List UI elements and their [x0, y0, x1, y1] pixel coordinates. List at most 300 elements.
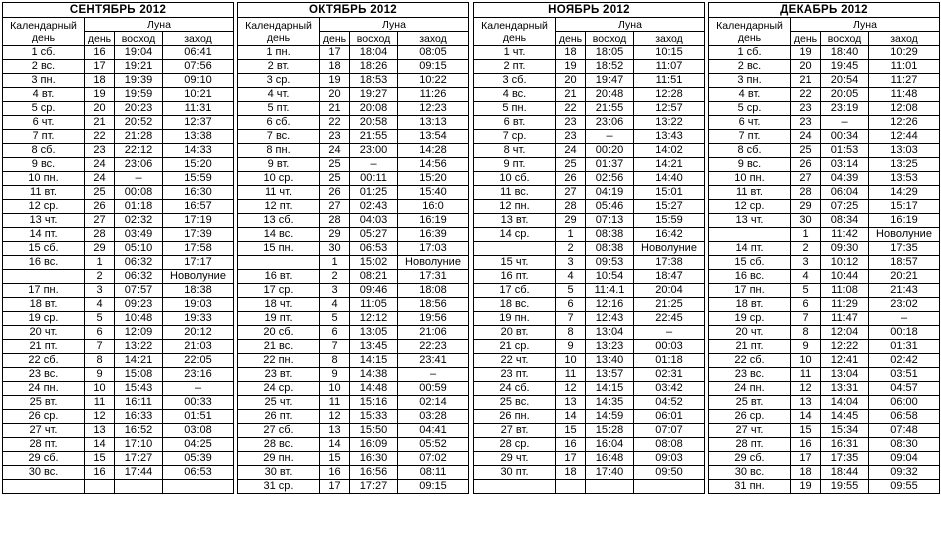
moonrise-cell: 11:29	[821, 298, 869, 312]
calendar-day-cell: 2 пт.	[474, 60, 556, 74]
calendar-day-cell: 5 пн.	[474, 102, 556, 116]
table-row	[709, 102, 940, 116]
table-row	[709, 256, 940, 270]
moon-day-cell: 16	[556, 438, 586, 452]
moonset-cell: 13:13	[398, 116, 469, 130]
moonset-cell: 16:39	[398, 228, 469, 242]
table-row	[474, 74, 705, 88]
moon-day-cell: 15	[85, 452, 115, 466]
moonrise-cell: 06:04	[821, 186, 869, 200]
table-row	[3, 452, 234, 466]
moonset-cell: 09:15	[398, 480, 469, 494]
calendar-day-cell: 10 ср.	[238, 172, 320, 186]
moonrise-cell: 17:35	[821, 452, 869, 466]
moonrise-cell: 04:03	[350, 214, 398, 228]
calendar-day-cell	[238, 256, 320, 270]
table-row	[709, 312, 940, 326]
calendar-day-header: Календарный день	[3, 18, 85, 46]
calendar-day-cell: 18 вт.	[3, 298, 85, 312]
moon-day-cell: 28	[791, 186, 821, 200]
moon-table	[708, 2, 940, 494]
calendar-day-cell: 29 сб.	[3, 452, 85, 466]
table-row	[474, 144, 705, 158]
moonrise-cell: 18:44	[821, 466, 869, 480]
table-row	[238, 144, 469, 158]
moon-day-cell: 28	[320, 214, 350, 228]
calendar-day-cell: 7 ср.	[474, 130, 556, 144]
moonset-cell: 13:03	[869, 144, 940, 158]
moonrise-cell: 16:30	[350, 452, 398, 466]
table-row	[3, 46, 234, 60]
calendar-day-cell: 6 чт.	[3, 116, 85, 130]
table-row	[3, 326, 234, 340]
table-row	[709, 452, 940, 466]
table-row	[238, 312, 469, 326]
table-row	[709, 60, 940, 74]
moonrise-cell: 16:11	[115, 396, 163, 410]
moonset-cell: –	[163, 382, 234, 396]
calendar-day-cell: 24 ср.	[238, 382, 320, 396]
moonrise-cell: 13:40	[586, 354, 634, 368]
moon-day-cell: 27	[791, 172, 821, 186]
table-row	[474, 396, 705, 410]
calendar-day-cell: 18 вт.	[709, 298, 791, 312]
calendar-day-cell: 8 сб.	[709, 144, 791, 158]
table-row	[709, 340, 940, 354]
moon-day-cell: 16	[85, 46, 115, 60]
calendar-day-cell: 12 ср.	[709, 200, 791, 214]
moon-day-cell: 26	[556, 172, 586, 186]
moonset-cell: 03:28	[398, 410, 469, 424]
table-row	[474, 410, 705, 424]
moon-day-cell: 29	[791, 200, 821, 214]
calendar-day-cell: 27 сб.	[238, 424, 320, 438]
moonrise-cell: 07:57	[115, 284, 163, 298]
moon-day-cell: 26	[320, 186, 350, 200]
table-row	[3, 284, 234, 298]
calendar-day-cell: 25 чт.	[238, 396, 320, 410]
moon-day-cell: 24	[85, 158, 115, 172]
table-row	[709, 396, 940, 410]
table-row	[238, 466, 469, 480]
moonset-cell: 07:02	[398, 452, 469, 466]
moonrise-cell: 01:18	[115, 200, 163, 214]
moon-day-cell: 25	[320, 172, 350, 186]
moonset-cell: 18:57	[869, 256, 940, 270]
moonset-cell: 17:03	[398, 242, 469, 256]
moonset-cell: 16:57	[163, 200, 234, 214]
moonrise-cell: 23:06	[586, 116, 634, 130]
calendar-day-cell: 5 ср.	[3, 102, 85, 116]
moonrise-cell: 14:45	[821, 410, 869, 424]
calendar-day-cell: 5 ср.	[709, 102, 791, 116]
moonrise-cell: 19:27	[350, 88, 398, 102]
moon-day-cell: 20	[85, 102, 115, 116]
moon-day-header: день	[320, 32, 350, 46]
moonset-cell: 09:15	[398, 60, 469, 74]
moonrise-cell: 14:48	[350, 382, 398, 396]
table-row	[238, 228, 469, 242]
moon-header: Луна	[556, 18, 705, 32]
calendar-day-cell: 17 ср.	[238, 284, 320, 298]
table-row	[3, 382, 234, 396]
moonset-cell: 10:15	[634, 46, 705, 60]
moonrise-cell: 20:05	[821, 88, 869, 102]
moon-day-cell: 23	[556, 130, 586, 144]
moonset-cell: 17:31	[398, 270, 469, 284]
moon-day-cell: 11	[320, 396, 350, 410]
table-row	[474, 172, 705, 186]
calendar-day-cell: 28 ср.	[474, 438, 556, 452]
moon-day-cell: 27	[320, 200, 350, 214]
calendar-day-cell	[3, 480, 85, 494]
table-row	[238, 74, 469, 88]
calendar-day-cell: 30 пт.	[474, 466, 556, 480]
moonset-cell: 18:08	[398, 284, 469, 298]
calendar-day-cell: 15 пн.	[238, 242, 320, 256]
moon-day-cell: 17	[556, 452, 586, 466]
moon-day-cell: 7	[791, 312, 821, 326]
calendar-day-cell: 21 ср.	[474, 340, 556, 354]
moonset-cell: 14:28	[398, 144, 469, 158]
calendar-day-cell: 24 пн.	[709, 382, 791, 396]
moonset-cell: 00:03	[634, 340, 705, 354]
moonset-cell: 00:59	[398, 382, 469, 396]
calendar-day-cell: 29 сб.	[709, 452, 791, 466]
moonset-cell: 08:11	[398, 466, 469, 480]
moonset-cell: Новолуние	[398, 256, 469, 270]
moonset-cell: 01:31	[869, 340, 940, 354]
moon-day-cell: 19	[791, 480, 821, 494]
table-row	[238, 270, 469, 284]
calendar-day-cell: 15 чт.	[474, 256, 556, 270]
moonset-cell: 10:29	[869, 46, 940, 60]
moonset-cell: 16:19	[869, 214, 940, 228]
calendar-day-cell: 14 ср.	[474, 228, 556, 242]
moonrise-cell: 11:47	[821, 312, 869, 326]
table-row	[238, 60, 469, 74]
moonset-cell: 15:40	[398, 186, 469, 200]
table-row	[709, 284, 940, 298]
moonset-cell: 11:27	[869, 74, 940, 88]
table-row	[3, 340, 234, 354]
moonrise-cell: 06:53	[350, 242, 398, 256]
calendar-day-cell: 13 сб.	[238, 214, 320, 228]
moonrise-cell: 12:16	[586, 298, 634, 312]
table-row	[474, 368, 705, 382]
moonset-cell: 17:38	[634, 256, 705, 270]
table-row	[474, 102, 705, 116]
table-row	[709, 144, 940, 158]
calendar-day-cell: 18 вс.	[474, 298, 556, 312]
calendar-day-cell: 9 вт.	[238, 158, 320, 172]
moon-day-header: день	[556, 32, 586, 46]
moonrise-cell: 19:45	[821, 60, 869, 74]
table-row	[709, 158, 940, 172]
moonrise-cell: 08:34	[821, 214, 869, 228]
moonset-cell: 12:37	[163, 116, 234, 130]
table-row	[474, 214, 705, 228]
calendar-day-cell: 20 вт.	[474, 326, 556, 340]
calendar-day-cell: 10 пн.	[3, 172, 85, 186]
moon-day-cell: 19	[791, 46, 821, 60]
moonset-cell: 13:54	[398, 130, 469, 144]
moon-day-cell: 3	[556, 256, 586, 270]
moonrise-cell: 08:38	[586, 228, 634, 242]
table-row	[474, 200, 705, 214]
moon-day-cell: 25	[556, 158, 586, 172]
month-table-3	[708, 2, 940, 494]
moonrise-cell: 00:20	[586, 144, 634, 158]
table-row	[3, 144, 234, 158]
moonset-cell: 12:08	[869, 102, 940, 116]
table-row	[238, 396, 469, 410]
moonrise-header: восход	[350, 32, 398, 46]
moonset-cell: 07:07	[634, 424, 705, 438]
calendar-day-cell: 23 вс.	[709, 368, 791, 382]
moonrise-cell: 04:39	[821, 172, 869, 186]
moon-day-cell: 9	[556, 340, 586, 354]
moonrise-cell: 01:25	[350, 186, 398, 200]
moonrise-cell: 16:52	[115, 424, 163, 438]
moonrise-cell: 17:40	[586, 466, 634, 480]
moonset-cell: Новолуние	[869, 228, 940, 242]
moonset-cell: 23:41	[398, 354, 469, 368]
moonset-cell: 22:23	[398, 340, 469, 354]
calendar-day-cell: 19 ср.	[3, 312, 85, 326]
moonset-cell: 02:31	[634, 368, 705, 382]
calendar-day-cell: 13 вт.	[474, 214, 556, 228]
table-row	[3, 214, 234, 228]
calendar-day-cell: 16 вс.	[709, 270, 791, 284]
moon-day-cell: 12	[320, 410, 350, 424]
moon-table	[237, 2, 469, 494]
calendar-day-cell: 2 вс.	[709, 60, 791, 74]
table-row	[238, 214, 469, 228]
moon-day-cell: 2	[791, 242, 821, 256]
calendar-day-cell: 30 вс.	[709, 466, 791, 480]
moon-day-cell: 18	[791, 466, 821, 480]
table-row	[474, 424, 705, 438]
calendar-day-cell: 29 пн.	[238, 452, 320, 466]
table-row	[3, 186, 234, 200]
calendar-day-cell: 3 сб.	[474, 74, 556, 88]
moonset-cell	[634, 480, 705, 494]
moonrise-cell: –	[821, 116, 869, 130]
moonset-cell: 13:53	[869, 172, 940, 186]
moonrise-cell: 01:53	[821, 144, 869, 158]
moon-day-cell: 23	[320, 130, 350, 144]
moonset-cell: 06:58	[869, 410, 940, 424]
table-row	[709, 368, 940, 382]
table-row	[3, 172, 234, 186]
moonrise-cell: 14:59	[586, 410, 634, 424]
moonrise-cell: 23:00	[350, 144, 398, 158]
calendar-day-cell: 26 пт.	[238, 410, 320, 424]
table-row	[3, 270, 234, 284]
table-row	[3, 60, 234, 74]
moon-day-cell: 15	[791, 424, 821, 438]
moonrise-cell: 00:34	[821, 130, 869, 144]
moon-day-cell: 6	[320, 326, 350, 340]
moon-day-cell	[85, 480, 115, 494]
table-row	[709, 46, 940, 60]
calendar-day-cell: 12 пт.	[238, 200, 320, 214]
moon-day-cell: 15	[320, 452, 350, 466]
table-row	[238, 200, 469, 214]
calendar-day-cell	[709, 228, 791, 242]
moonset-header: заход	[398, 32, 469, 46]
calendar-day-cell: 23 вт.	[238, 368, 320, 382]
calendar-day-cell: 18 чт.	[238, 298, 320, 312]
calendar-day-cell: 9 вс.	[709, 158, 791, 172]
moon-day-cell: 20	[320, 88, 350, 102]
calendar-day-cell: 1 чт.	[474, 46, 556, 60]
table-row	[3, 88, 234, 102]
moonrise-cell: 12:12	[350, 312, 398, 326]
moonset-cell: 15:59	[163, 172, 234, 186]
table-row	[474, 270, 705, 284]
calendar-day-cell: 8 чт.	[474, 144, 556, 158]
calendar-day-cell: 25 вт.	[709, 396, 791, 410]
table-row	[474, 158, 705, 172]
moonset-cell: 20:12	[163, 326, 234, 340]
moon-day-cell: 22	[556, 102, 586, 116]
moonrise-cell: 21:55	[586, 102, 634, 116]
calendar-day-header: Календарный день	[238, 18, 320, 46]
calendar-day-cell: 3 пн.	[3, 74, 85, 88]
table-row	[238, 88, 469, 102]
moonrise-cell: 20:08	[350, 102, 398, 116]
moon-day-cell: 20	[556, 74, 586, 88]
table-row	[238, 410, 469, 424]
moonset-cell: 14:33	[163, 144, 234, 158]
moon-day-cell: 5	[85, 312, 115, 326]
moonset-cell: 10:22	[398, 74, 469, 88]
moon-day-cell: 16	[791, 438, 821, 452]
moonrise-cell: 10:48	[115, 312, 163, 326]
calendar-day-cell: 26 ср.	[3, 410, 85, 424]
calendar-day-cell: 31 ср.	[238, 480, 320, 494]
moon-day-cell: 21	[556, 88, 586, 102]
moon-day-cell: 14	[556, 410, 586, 424]
moon-day-header: день	[791, 32, 821, 46]
calendar-day-cell: 8 пн.	[238, 144, 320, 158]
moonrise-cell: 11:42	[821, 228, 869, 242]
calendar-day-cell: 20 сб.	[238, 326, 320, 340]
moonset-cell: 21:25	[634, 298, 705, 312]
moonrise-cell: 15:08	[115, 368, 163, 382]
moonset-cell: 14:21	[634, 158, 705, 172]
table-row	[238, 46, 469, 60]
calendar-day-cell: 16 вс.	[3, 256, 85, 270]
moon-table	[2, 2, 234, 494]
calendar-day-cell: 17 пн.	[3, 284, 85, 298]
table-row	[474, 256, 705, 270]
moonrise-cell: 23:19	[821, 102, 869, 116]
table-row	[474, 452, 705, 466]
calendar-day-cell: 28 пт.	[709, 438, 791, 452]
moonset-header: заход	[634, 32, 705, 46]
moonset-cell: 09:55	[869, 480, 940, 494]
moonset-cell: 13:43	[634, 130, 705, 144]
moonrise-cell: 12:41	[821, 354, 869, 368]
moonset-cell: 14:40	[634, 172, 705, 186]
calendar-day-cell: 7 пт.	[3, 130, 85, 144]
calendar-day-cell: 5 пт.	[238, 102, 320, 116]
moonset-cell: 20:21	[869, 270, 940, 284]
moon-day-cell: 11	[791, 368, 821, 382]
moonset-cell: –	[398, 368, 469, 382]
moonrise-cell: 06:32	[115, 270, 163, 284]
moonset-cell: 21:03	[163, 340, 234, 354]
table-row	[238, 340, 469, 354]
table-row	[474, 46, 705, 60]
calendar-day-cell: 19 пн.	[474, 312, 556, 326]
calendar-day-cell: 17 пн.	[709, 284, 791, 298]
table-row	[3, 200, 234, 214]
calendar-day-cell: 8 сб.	[3, 144, 85, 158]
moon-day-cell: 17	[320, 480, 350, 494]
table-row	[474, 312, 705, 326]
moonrise-cell: 14:21	[115, 354, 163, 368]
table-row	[3, 298, 234, 312]
moon-day-cell: 7	[556, 312, 586, 326]
moon-day-cell: 24	[320, 144, 350, 158]
moonrise-cell: 05:10	[115, 242, 163, 256]
moon-day-cell: 14	[320, 438, 350, 452]
table-row	[3, 130, 234, 144]
moon-day-cell: 1	[85, 256, 115, 270]
moon-day-cell: 13	[320, 424, 350, 438]
moonset-cell: 08:08	[634, 438, 705, 452]
calendar-day-cell: 22 чт.	[474, 354, 556, 368]
moon-day-cell: 13	[85, 424, 115, 438]
moonrise-cell: 09:30	[821, 242, 869, 256]
moonset-cell: 11:48	[869, 88, 940, 102]
table-row	[709, 130, 940, 144]
moonset-cell: 19:33	[163, 312, 234, 326]
moon-day-cell: 25	[791, 144, 821, 158]
calendar-day-cell: 17 сб.	[474, 284, 556, 298]
moonset-cell: Новолуние	[163, 270, 234, 284]
calendar-day-cell: 28 вс.	[238, 438, 320, 452]
calendar-day-cell: 10 пн.	[709, 172, 791, 186]
calendar-day-cell: 20 чт.	[3, 326, 85, 340]
calendar-day-cell: 25 вт.	[3, 396, 85, 410]
moon-day-cell: 8	[85, 354, 115, 368]
calendar-day-cell	[3, 270, 85, 284]
table-row	[238, 480, 469, 494]
table-row	[709, 354, 940, 368]
calendar-day-cell: 6 чт.	[709, 116, 791, 130]
moonset-cell: 18:56	[398, 298, 469, 312]
moonset-header: заход	[163, 32, 234, 46]
table-row	[474, 88, 705, 102]
moonrise-cell: –	[350, 158, 398, 172]
moon-day-cell: 28	[556, 200, 586, 214]
moon-day-cell: 4	[556, 270, 586, 284]
table-row	[474, 382, 705, 396]
moonrise-cell: 15:33	[350, 410, 398, 424]
moon-day-cell: 8	[791, 326, 821, 340]
moonrise-cell: 18:04	[350, 46, 398, 60]
moonrise-cell: –	[115, 172, 163, 186]
moonrise-cell: 19:47	[586, 74, 634, 88]
moon-day-cell: 14	[85, 438, 115, 452]
moonrise-cell: 02:56	[586, 172, 634, 186]
moonrise-cell: 20:48	[586, 88, 634, 102]
